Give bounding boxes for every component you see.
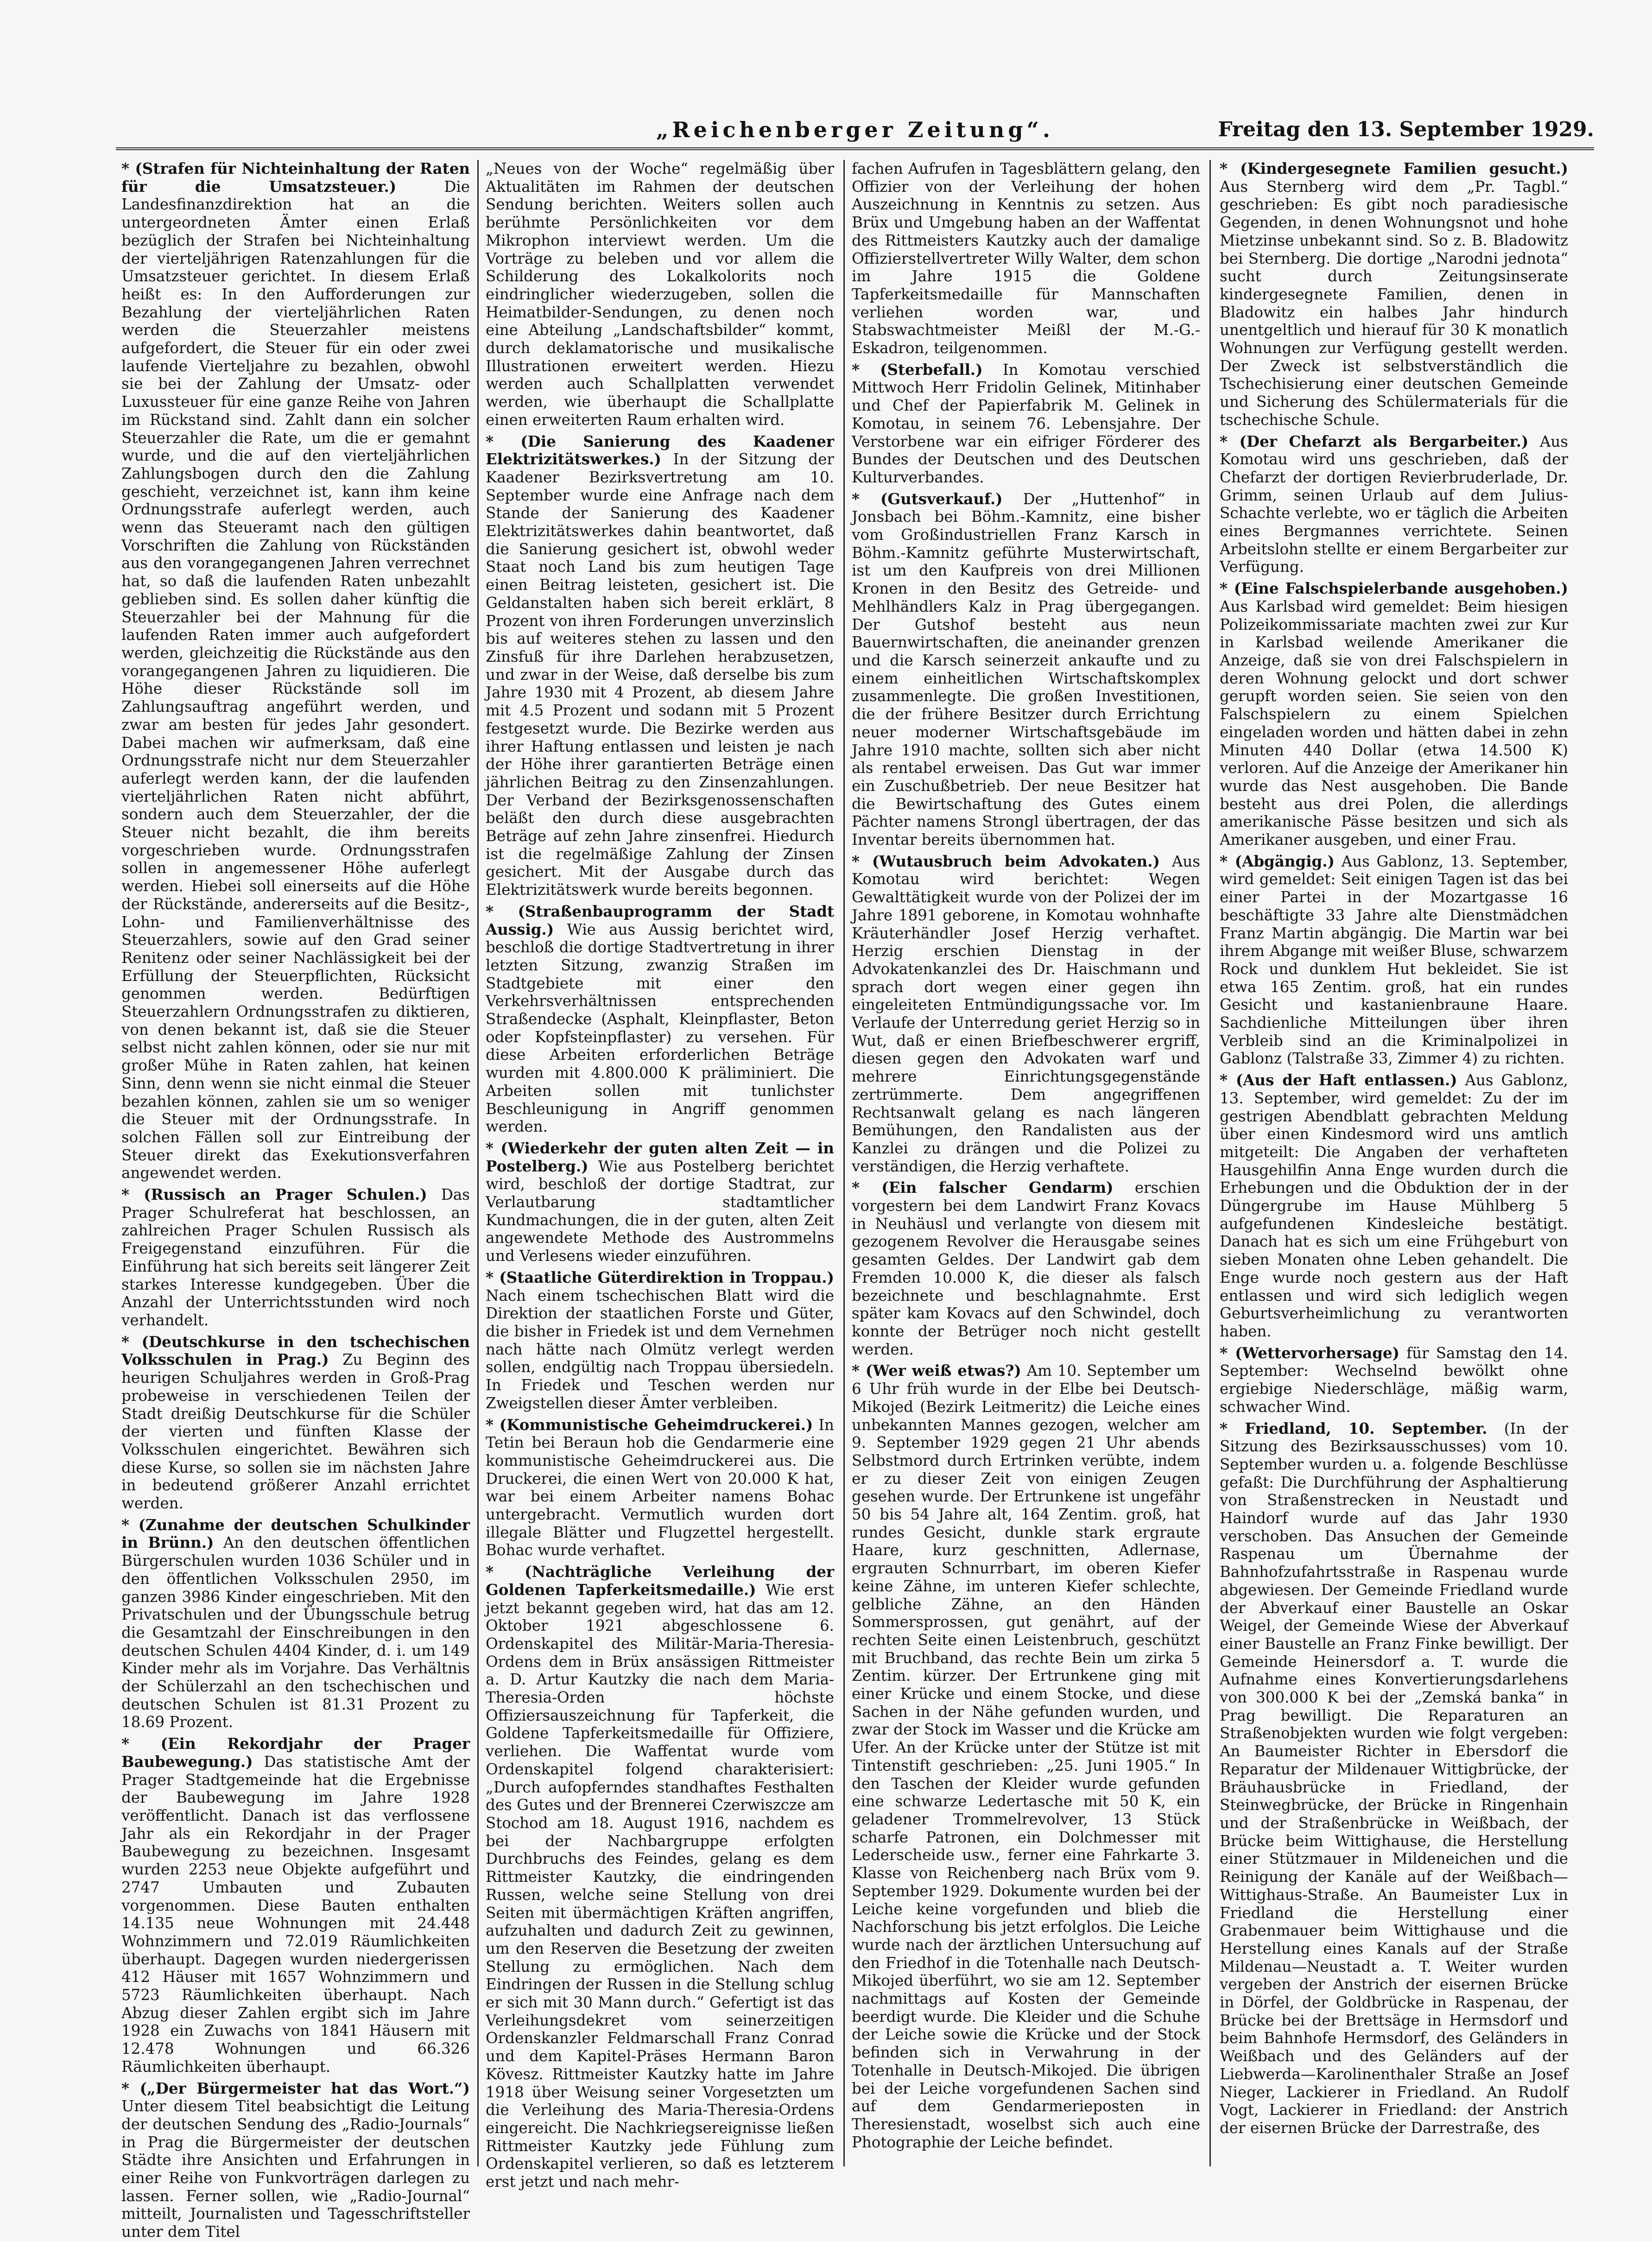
news-item-text: Aus Gablonz, 13. September, wird gemeldet: Zu der im gestrigen Abendblatt gebrachten Meldung über einen Kindesmord wird uns amtlich mitgeteilt: Die Angaben der verhafteten Hausgehilfin Anna Enge wurden durch die Erhebungen und die Obduktion der in der Düngergrube im Hause Mühlberg 5 aufgefundenen Kindesleiche bestätigt. Danach hat es sich um eine Frühgeburt von sieben Monaten ohne Leben gehandelt. Die Enge wurde noch gestern aus der Haft entlassen und wird sich lediglich wegen Geburtsverheimlichung zu verantworten haben. bbox=[1220, 1071, 1568, 1340]
news-item-title: * (Aus der Haft entlassen.) bbox=[1220, 1071, 1457, 1089]
news-item-text: In Komotau verschied Mittwoch Herr Fridolin Gelinek, Mitinhaber und Chef der Papierfabrik M. Gelinek in Komotau, in seinem 76. Lebensjahre. Der Verstorbene war ein eifriger Förderer des Bundes der Deutschen und des Deutschen Kulturverbandes. bbox=[852, 361, 1201, 486]
news-item-text: Wie erst jetzt bekannt gegeben wird, hat das am 12. Oktober 1921 abgeschlossene 6. Ordenskapitel des Militär-Maria-Theresia-Ordens dem in Brüx ansässigen Rittmeister a. D. Artur Kautzky die nach dem Maria-Theresia-Orden höchste Offiziersauszeichnung für Tapferkeit, die Goldene Tapferkeitsmedaille für Offiziere, verliehen. Die Waffentat wurde vom Ordenskapitel folgend charakterisiert: „Durch aufopferndes standhaftes Festhalten des Gutes und der Brennerei Czerwiszcze am Stochod am 18. August 1916, nachdem es bei der Nachbargruppe erfolgten Durchbruchs des Feindes, gelang es dem Rittmeister Kautzky, die eindringenden Russen, welche seine Stellung von drei Seiten mit übermächtigen Kräften angriffen, aufzuhalten und dadurch Zeit zu gewinnen, um den Reserven die Besetzung der zweiten Stellung zu ermöglichen. Nach dem Eindringen der Russen in die Stellung schlug er sich mit 30 Mann durch.“ Gefertigt ist das Verleihungsdekret vom seinerzeitigen Ordenskanzler Feldmarschall Franz Conrad und dem Kapitel-Präses Hermann Baron Kövesz. Rittmeister Kautzky hatte im Jahre 1918 über Weisung seiner Vorgesetzten um die Verleihung des Maria-Theresia-Ordens eingereicht. Die Nachkriegsereignisse ließen Rittmeister Kautzky jede Fühlung zum Ordenskapitel verlieren, so daß es letzterem erst jetzt und nach mehr- bbox=[486, 1581, 834, 2191]
news-item-text: An den deutschen öffentlichen Bürgerschulen wurden 1036 Schüler und in den öffentlichen Volksschulen 2950, im ganzen 3986 Kinder eingeschrieben. Mit den Privatschulen und der Übungsschule betrug die Gesamtzahl der Einschreibungen in den deutschen Schulen 4404 Kinder, d. i. um 149 Kinder mehr als im Vorjahre. Das Verhältnis der Schülerzahl an den tschechischen und deutschen Schulen ist 81.31 Prozent zu 18.69 Prozent. bbox=[121, 1534, 470, 1731]
header-rule bbox=[116, 147, 1594, 150]
column-4 bbox=[1220, 160, 1568, 2164]
issue-date: Freitag den 13. September 1929. bbox=[1218, 118, 1594, 141]
news-item-title: * (Strafen für Nichteinhaltung der Raten für die Umsatzsteuer.) bbox=[121, 159, 470, 196]
news-item-text: Wie aus Aussig berichtet wird, beschloß die dortige Stadtvertretung in ihrer letzten Sitzung, zwanzig Straßen im Stadtgebiete mit einer den Verkehrsverhältnissen entsprechenden Straßendecke (Asphalt, Kleinpflaster, Beton oder Kopfsteinpflaster) zu versehen. Für diese Arbeiten erforderlichen Beträge wurden mit 4.800.000 K präliminiert. Die Arbeiten sollen mit tunlichster Beschleunigung in Angriff genommen werden. bbox=[486, 920, 834, 1136]
news-item-text: Aus Gablonz, 13. September, wird gemeldet: Seit einigen Tagen ist das bei einer Partei in der Mozartgasse 16 beschäftigte 33 Jahre alte Dienstmädchen Franz Martin abgängig. Die Martin war bei ihrem Abgange mit weißer Bluse, schwarzem Rock und dunklem Hut bekleidet. Sie ist etwa 165 Zentim. groß, hat ein rundes Gesicht und kastanienbraune Haare. Sachdienliche Mitteilungen über ihren Verbleib sind an die Kriminalpolizei in Gablonz (Talstraße 33, Zimmer 4) zu richten. bbox=[1220, 852, 1568, 1068]
news-item-text: Wie aus Postelberg berichtet wird, beschloß der dortige Stadtrat, zur Verlautbarung stadtamtlicher Kundmachungen, die in der guten, alten Zeit angewendete Methode des Austrommelns und Verlesens wieder einzuführen. bbox=[486, 1157, 834, 1265]
column-divider bbox=[843, 160, 845, 2166]
news-item-title: * (Zunahme der deutschen Schulkinder in Brünn.) bbox=[121, 1515, 470, 1552]
news-item-text: Unter diesem Titel beabsichtigt die Leitung der deutschen Sendung des „Radio-Journals“ in Prag die Bürgermeister der deutschen Städte ihre Ansichten und Erfahrungen in einer Reihe von Funkvorträgen darlegen zu lassen. Ferner sollen, wie „Radio-Journal“ mitteilt, Journalisten und Tagesschriftsteller unter dem Titel bbox=[121, 2097, 470, 2241]
news-item-text: Das statistische Amt der Prager Stadtgemeinde hat die Ergebnisse der Baubewegung im Jahre 1928 veröffentlicht. Danach ist das verflossene Jahr als ein Rekordjahr in der Prager Baubewegung zu bezeichnen. Insgesamt wurden 2253 neue Objekte aufgeführt und 2747 Umbauten und Zubauten vorgenommen. Diese Bauten enthalten 14.135 neue Wohnungen mit 24.448 Wohnzimmern und 72.019 Räumlichkeiten überhaupt. Dagegen wurden niedergerissen 412 Häuser mit 1657 Wohnzimmern und 5723 Räumlichkeiten überhaupt. Nach Abzug dieser Zahlen ergibt sich im Jahre 1928 ein Zuwachs von 1841 Häusern mit 12.478 Wohnungen und 66.326 Räumlichkeiten überhaupt. bbox=[121, 1753, 470, 2076]
news-item-title: * (Nachträgliche Verleihung der Goldenen Tapferkeitsmedaille.) bbox=[486, 1563, 834, 1599]
news-item bbox=[486, 903, 834, 1136]
news-item-text: fachen Aufrufen in Tagesblättern gelang, den Offizier von der Verleihung der hohen Auszeichnung in Kenntnis zu setzen. Aus Brüx und Umgebung haben an der Waffentat des Rittmeisters Kautzky auch der damalige Offizierstellvertreter Willy Walter, dem schon im Jahre 1915 die Goldene Tapferkeitsmedaille für Mannschaften verliehen worden war, und Stabswachtmeister Meißl der M.-G.-Eskadron, teilgenommen. bbox=[852, 160, 1200, 357]
news-item-text: Das Prager Schulreferat hat beschlossen, an zahlreichen Prager Schulen Russisch als Freigegenstand einzuführen. Für die Einführung hat sich bereits seit längerer Zeit starkes Interesse kundgegeben. Über die Anzahl der Unterrichtsstunden wird noch verhandelt. bbox=[121, 1186, 470, 1329]
news-item bbox=[1220, 580, 1568, 849]
news-item-title: * (Abgängig.) bbox=[1220, 852, 1335, 870]
newspaper-masthead: „Reichenberger Zeitung“. bbox=[656, 117, 1054, 142]
news-item-title: * (Ein Rekordjahr der Prager Baubewegung.) bbox=[121, 1735, 470, 1771]
news-item-text: Zu Beginn des heurigen Schuljahres werden in Groß-Prag probeweise in verschiedenen Teilen der Stadt dreißig Deutschkurse für die Schüler der vierten und fünften Klasse der Volksschulen eingerichtet. Bewähren sich diese Kurse, so sollen sie im nächsten Jahre in bedeutend größerer Anzahl errichtet werden. bbox=[121, 1351, 470, 1513]
news-item-text: In Tetin bei Beraun hob die Gendarmerie eine kommunistische Geheimdruckerei aus. Die Druckerei, die einen Wert von 20.000 K hat, war bei einem Arbeiter namens Bohac untergebracht. Vermutlich wurden dort illegale Blätter und Flugzettel hergestellt. Bohac wurde verhaftet. bbox=[486, 1416, 834, 1559]
news-item-text: Nach einem tschechischen Blatt wird die Direktion der staatlichen Forste und Güter, die bisher in Friedek ist und dem Vernehmen nach hätte nach Olmütz verlegt werden sollen, endgültig nach Troppau übersiedeln. In Friedek und Teschen werden nur Zweigstellen dieser Ämter verbleiben. bbox=[486, 1286, 834, 1412]
news-item-text: Aus Komotau wird berichtet: Wegen Gewalttätigkeit wurde von der Polizei der im Jahre 1891 geborene, in Komotau wohnhafte Kräuterhändler Josef Herzig verhaftet. Herzig erschien Dienstag in der Advokatenkanzlei des Dr. Haischmann und sprach dort wegen einer gegen ihn eingeleiteten Entmündigungssache vor. Im Verlaufe der Unterredung geriet Herzig so in Wut, daß er einen Briefbeschwerer ergriff, diesen gegen den Advokaten warf und mehrere Einrichtungsgegenstände zertrümmerte. Dem angegriffenen Rechtsanwalt gelang es nach längeren Bemühungen, den Randalisten aus der Kanzlei zu drängen und die Polizei zu verständigen, die Herzig verhaftete. bbox=[852, 852, 1200, 1175]
column-divider bbox=[1209, 160, 1211, 2166]
news-item-title: * Friedland, 10. September. bbox=[1220, 1419, 1487, 1437]
news-item-title: * (Sterbefall.) bbox=[852, 360, 983, 379]
news-item-title: * (Wiederkehr der guten alten Zeit — in Postelberg.) bbox=[486, 1139, 834, 1175]
news-item bbox=[852, 160, 1200, 357]
column-2 bbox=[486, 160, 834, 2191]
column-1 bbox=[121, 159, 470, 2241]
news-item-title: * (Staatliche Güterdirektion in Troppau.) bbox=[486, 1268, 834, 1286]
news-item bbox=[1220, 1344, 1568, 1416]
news-item-title: * (Wettervorhersage) bbox=[1220, 1343, 1400, 1362]
news-item bbox=[121, 1186, 470, 1329]
news-item-title: * (Die Sanierung des Kaadener Elektrizitätswerkes.) bbox=[486, 432, 834, 468]
news-item bbox=[121, 1333, 470, 1513]
news-item bbox=[486, 433, 834, 899]
news-item-title: * (Eine Falschspielerbande ausgehoben.) bbox=[1220, 579, 1568, 598]
news-item bbox=[1220, 160, 1568, 429]
news-item-title: * (Der Chefarzt als Bergarbeiter.) bbox=[1220, 432, 1529, 450]
news-item-title: * (Russisch an Prager Schulen.) bbox=[121, 1185, 427, 1204]
news-item-title: * (Ein falscher Gendarm) bbox=[852, 1178, 1114, 1197]
column-3 bbox=[852, 160, 1200, 2164]
news-item-title: * („Der Bürgermeister hat das Wort.“) bbox=[121, 2079, 470, 2097]
news-item bbox=[121, 160, 470, 1182]
news-item-title: * (Gutsverkauf.) bbox=[852, 489, 1003, 508]
news-item-text: „Neues von der Woche“ regelmäßig über Aktualitäten im Rahmen der deutschen Sendung berichten. Weiters sollen auch berühmte Persönlichkeiten vor dem Mikrophon interviewt werden. Um die Vorträge zu beleben und vor allem die Schilderung des Lokalkolorits noch eindringlicher wiederzugeben, sollen die Heimatbilder-Sendungen, zu denen noch eine Abteilung „Landschaftsbilder“ kommt, durch deklamatorische und musikalische Illustrationen erweitert werden. Hiezu werden auch Schallplatten verwendet werden, wie überhaupt die Schallplatte einen erweiterten Raum erhalten wird. bbox=[486, 160, 834, 429]
news-item bbox=[1220, 1071, 1568, 1341]
news-item-title: * (Wutausbruch beim Advokaten.) bbox=[852, 852, 1160, 870]
news-item bbox=[852, 361, 1200, 487]
news-item-title: * (Wer weiß etwas?) bbox=[852, 1361, 1021, 1380]
news-item bbox=[121, 1516, 470, 1731]
news-item-title: * (Kommunistische Geheimdruckerei.) bbox=[486, 1415, 813, 1434]
news-item-text: für Samstag den 14. September: Wechselnd bewölkt ohne ergiebige Niederschläge, mäßig warm, schwacher Wind. bbox=[1220, 1344, 1568, 1416]
news-item bbox=[486, 160, 834, 429]
news-item-text: Aus Karlsbad wird gemeldet: Beim hiesigen Polizeikommissariate machten zwei zur Kur in Karlsbad weilende Amerikaner die Anzeige, daß sie von drei Falschspielern in deren Wohnung gelockt und dort schwer gerupft worden seien. Sie seien von den Falschspielern zu einem Spielchen eingeladen worden und hätten dabei in zehn Minuten 440 Dollar (etwa 14.500 K) verloren. Auf die Anzeige der Amerikaner hin wurde das Nest ausgehoben. Die Bande besteht aus drei Polen, die allerdings amerikanische Pässe besitzen und sich als Amerikaner ausgeben, und einer Frau. bbox=[1220, 597, 1568, 849]
news-item bbox=[486, 1269, 834, 1412]
news-item-text: Aus Sternberg wird dem „Pr. Tagbl.“ geschrieben: Es gibt noch paradiesische Gegenden, in denen Wohnungsnot und hohe Mietzinse unbekannt sind. So z. B. Bladowitz bei Sternberg. Die dortige „Narodni jednota“ sucht durch Zeitungsinserate kindergesegnete Familien, denen in Bladowitz ein halbes Jahr hindurch unentgeltlich und hierauf für 30 K monatlich Wohnungen zur Verfügung gestellt werden. Der Zweck ist selbstverständlich die Tschechisierung einer deutschen Gemeinde und Sicherung des Schülermaterials für die tschechische Schule. bbox=[1220, 177, 1568, 429]
page-header bbox=[116, 116, 1594, 144]
news-item-title: * (Kindergesegnete Familien gesucht.) bbox=[1220, 159, 1568, 177]
news-item-title: * (Deutschkurse in den tschechischen Volksschulen in Prag.) bbox=[121, 1332, 470, 1369]
news-item bbox=[121, 1735, 470, 2076]
column-divider bbox=[477, 160, 479, 2166]
news-item bbox=[852, 1179, 1200, 1358]
news-item bbox=[1220, 853, 1568, 1068]
news-item-text: (In der Sitzung des Bezirksausschusses) vom 10. September wurden u. a. folgende Beschlüsse gefaßt: Die Durchführung der Asphaltierung von Straßenstrecken in Neustadt und Haindorf wurde auf das Jahr 1930 verschoben. Das Ansuchen der Gemeinde Raspenau um Übernahme der Bahnhofzufahrtsstraße in Raspenau wurde abgewiesen. Der Gemeinde Friedland wurde der Abverkauf einer Baustelle an Oskar Weigel, der Gemeinde Wiese der Abverkauf einer Baustelle an Franz Finke bewilligt. Der Gemeinde Heinersdorf a. T. wurde die Aufnahme eines Konvertierungsdarlehens von 300.000 K bei der „Zemská banka“ in Prag bewilligt. Die Reparaturen an Straßenobjekten wurden wie folgt vergeben: An Baumeister Richter in Ebersdorf die Reparatur der Mildenauer Wittigbrücke, der Bräuhausbrücke in Friedland, der Steinwegbrücke, der Brücke in Ringenhain und der Straßenbrücke in Weißbach, der Brücke beim Wittighause, die Herstellung einer Stützmauer in Mildeneichen und die Reinigung der Kanäle auf der Weißbach—Wittighaus-Straße. An Baumeister Lux in Friedland die Herstellung einer Grabenmauer beim Wittighause und die Herstellung eines Kanals auf der Straße Mildenau—Neustadt a. T. Weiter wurden vergeben der Anstrich der eisernen Brücke in Dörfel, der Goldbrücke in Raspenau, der Brücke bei der Brettsäge in Hermsdorf und beim Bahnhofe Hermsdorf, des Geländers in Weißbach und des Geländers auf der Liebwerda—Karolinenthaler Straße an Josef Nieger, Lackierer in Friedland. An Rudolf Vogt, Lackierer in Friedland: der Anstrich der eisernen Brücke der Darrestraße, des bbox=[1220, 1419, 1568, 2137]
news-item bbox=[852, 1362, 1200, 2151]
news-item-text: Aus Komotau wird uns geschrieben, daß der Chefarzt der dortigen Revierbruderlade, Dr. Grimm, seinen Urlaub auf dem Julius-Schachte verlebte, wo er täglich die Arbeiten eines Bergmannes verrichtete. Seinen Arbeitslohn stellte er einem Bergarbeiter zur Verfügung. bbox=[1220, 432, 1568, 576]
news-item-text: erschien vorgestern bei dem Landwirt Franz Kovacs in Neuhäusl und verlangte von diesem mit gezogenem Revolver die Herausgabe seines gesamten Geldes. Der Landwirt gab dem Fremden 10.000 K, die dieser als falsch bezeichnete und beschlagnahmte. Erst später kam Kovacs auf den Schwindel, doch konnte der Betrüger noch nicht gestellt werden. bbox=[852, 1179, 1200, 1358]
news-item-text: Die Landesfinanzdirektion hat an die untergeordneten Ämter einen Erlaß bezüglich der Strafen bei Nichteinhaltung der vierteljährigen Ratenzahlungen für die Umsatzsteuer gerichtet. In diesem Erlaß heißt es: In den Aufforderungen zur Bezahlung der vierteljährlichen Raten werden die Steuerzahler meistens aufgefordert, die Steuer für ein oder zwei laufende Vierteljahre zu bezahlen, obwohl sie bei der Zahlung der Umsatz- oder Luxussteuer für eine ganze Reihe von Jahren im Rückstand sind. Zahlt dann ein solcher Steuerzahler die Rate, um die er gemahnt wurde, und die auf den vierteljährlichen Zahlungsbogen durch den die Zahlung geschieht, verzeichnet ist, kann ihm keine Ordnungsstrafe auferlegt werden, auch wenn das Steueramt nach den gültigen Vorschriften die Zahlung von Rückständen aus den vorangegangenen Jahren verrechnet hat, so daß die laufenden Raten unbezahlt geblieben sind. Es sollen daher künftig die Steuerzahler bei der Mahnung für die laufenden Raten immer auch aufgefordert werden, gleichzeitig die Rückstände aus den vorangegangenen Jahren zu liquidieren. Die Höhe dieser Rückstände soll im Zahlungsauftrag angeführt werden, und zwar am besten für jedes Jahr gesondert. Dabei machen wir aufmerksam, daß eine Ordnungsstrafe nicht nur dem Steuerzahler auferlegt werden kann, der die laufenden vierteljährlichen Raten nicht abführt, sondern auch dem Steuerzahler, der die Steuer nicht bezahlt, die ihm bereits vorgeschrieben wurde. Ordnungsstrafen sollen in angemessener Höhe auferlegt werden. Hiebei soll einerseits auf die Höhe der Rückstände, andererseits auf die Besitz-, Lohn- und Familienverhältnisse des Steuerzahlers, sowie auf den Grad seiner Renitenz oder seiner Nachlässigkeit bei der Erfüllung der Steuerpflichten, Rücksicht genommen werden. Bedürftigen Steuerzahlern Ordnungsstrafen zu diktieren, von denen bekannt ist, daß sie die Steuer selbst nicht zahlen können, oder sie nur mit großer Mühe in Raten zahlen, hat keinen Sinn, denn wenn sie nicht einmal die Steuer bezahlen können, zahlen sie um so weniger die Steuer mit der Ordnungsstrafe. In solchen Fällen soll zur Eintreibung der Steuer direkt das Exekutionsverfahren angewendet werden. bbox=[121, 177, 470, 1182]
news-item-text: Der „Huttenhof“ in Jonsbach bei Böhm.-Kamnitz, eine bisher vom Großindustriellen Franz Karsch in Böhm.-Kamnitz geführte Musterwirtschaft, ist um den Kaufpreis von drei Millionen Kronen in den Besitz des Getreide- und Mehlhändlers Kalz in Prag übergegangen. Der Gutshof besteht aus neun Bauernwirtschaften, die aneinander grenzen und die Karsch seinerzeit ankaufte und zu einem einheitlichen Wirtschaftskomplex zusammenlegte. Die großen Investitionen, die der frühere Besitzer durch Errichtung neuer moderner Wirtschaftsgebäude im Jahre 1910 machte, sollten sich aber nicht als rentabel erweisen. Das Gut war immer ein Zuschußbetrieb. Der neue Besitzer hat die Bewirtschaftung des Gutes einem Pächter namens Strongl übertragen, der das Inventar bereits übernommen hat. bbox=[852, 490, 1200, 849]
news-item bbox=[852, 853, 1200, 1176]
news-item bbox=[486, 1416, 834, 1560]
news-item bbox=[121, 2080, 470, 2241]
news-item-title: * (Straßenbauprogramm der Stadt Aussig.) bbox=[486, 902, 834, 938]
news-item bbox=[1220, 1420, 1568, 2137]
news-item-text: In der Sitzung der Kaadener Bezirksvertretung am 10. September wurde eine Anfrage nach dem Stande der Sanierung des Kaadener Elektrizitätswerkes dahin beantwortet, daß die Sanierung gesichert ist, obwohl weder Staat noch Land bis zum heutigen Tage einen Beitrag leisteten, gesichert ist. Die Geldanstalten haben sich bereit erklärt, 8 Prozent von ihren Forderungen unverzinslich bis auf weiteres stehen zu lassen und den Zinsfuß für ihre Darlehen herabzusetzen, und zwar in der Weise, daß derselbe bis zum Jahre 1930 mit 4 Prozent, ab diesem Jahre mit 4.5 Prozent und sodann mit 5 Prozent festgesetzt wurde. Die Bezirke werden aus ihrer Haftung entlassen und leisten je nach der Höhe ihrer garantierten Beträge einen jährlichen Beitrag zu den Zinsenzahlungen. Der Verband der Bezirksgenossenschaften beläßt den durch diese ausgebrachten Beträge auf zehn Jahre zinsenfrei. Hiedurch ist die regelmäßige Zahlung der Zinsen gesichert. Mit der Ausgabe durch das Elektrizitätswerk wurde bereits begonnen. bbox=[486, 450, 834, 899]
news-item bbox=[852, 490, 1200, 849]
news-item bbox=[1220, 433, 1568, 576]
news-item bbox=[486, 1139, 834, 1265]
news-item-text: Am 10. September um 6 Uhr früh wurde in der Elbe bei Deutsch-Mikojed (Bezirk Leitmeritz) die Leiche eines unbekannten Mannes gezogen, welcher am 9. September 1929 gegen 21 Uhr abends Selbstmord durch Ertrinken verübte, indem er zu dieser Zeit von einigen Zeugen gesehen wurde. Der Ertrunkene ist ungefähr 50 bis 54 Jahre alt, 164 Zentim. groß, hat rundes Gesicht, dunkle stark ergraute Haare, kurz geschnitten, Adlernase, ergrauten Schnurrbart, im oberen Kiefer keine Zähne, im unteren Kiefer schlechte, gelbliche Zähne, an den Händen Sommersprossen, gut genährt, auf der rechten Seite einen Leistenbruch, geschützt mit Bruchband, das rechte Bein um zirka 5 Zentim. kürzer. Der Ertrunkene ging mit einer Krücke und einem Stocke, und diese Sachen in der Nähe gefunden wurden, und zwar der Stock im Wasser und die Krücke am Ufer. An der Krücke unter der Stütze ist mit Tintenstift geschrieben: „25. Juni 1905.“ In den Taschen der Kleider wurde gefunden eine schwarze Ledertasche mit 50 K, ein geladener Trommelrevolver, 13 Stück scharfe Patronen, ein Dolchmesser mit Lederscheide usw., ferner eine Fahrkarte 3. Klasse von Reichenberg nach Brüx vom 9. September 1929. Dokumente wurden bei der Leiche keine vorgefunden und blieb die Nachforschung bis jetzt erfolglos. Die Leiche wurde nach der ärztlichen Untersuchung auf den Friedhof in die Totenhalle nach Deutsch-Mikojed überführt, wo sie am 12. September nachmittags auf Kosten der Gemeinde beerdigt wurde. Die Kleider und die Schuhe der Leiche sowie die Krücke und der Stock befinden sich in Verwahrung in der Totenhalle in Deutsch-Mikojed. Die übrigen bei der Leiche vorgefundenen Sachen sind auf dem Gendarmerieposten in Theresienstadt, woselbst sich auch eine Photographie der Leiche befindet. bbox=[852, 1362, 1200, 2151]
news-item bbox=[486, 1563, 834, 2191]
